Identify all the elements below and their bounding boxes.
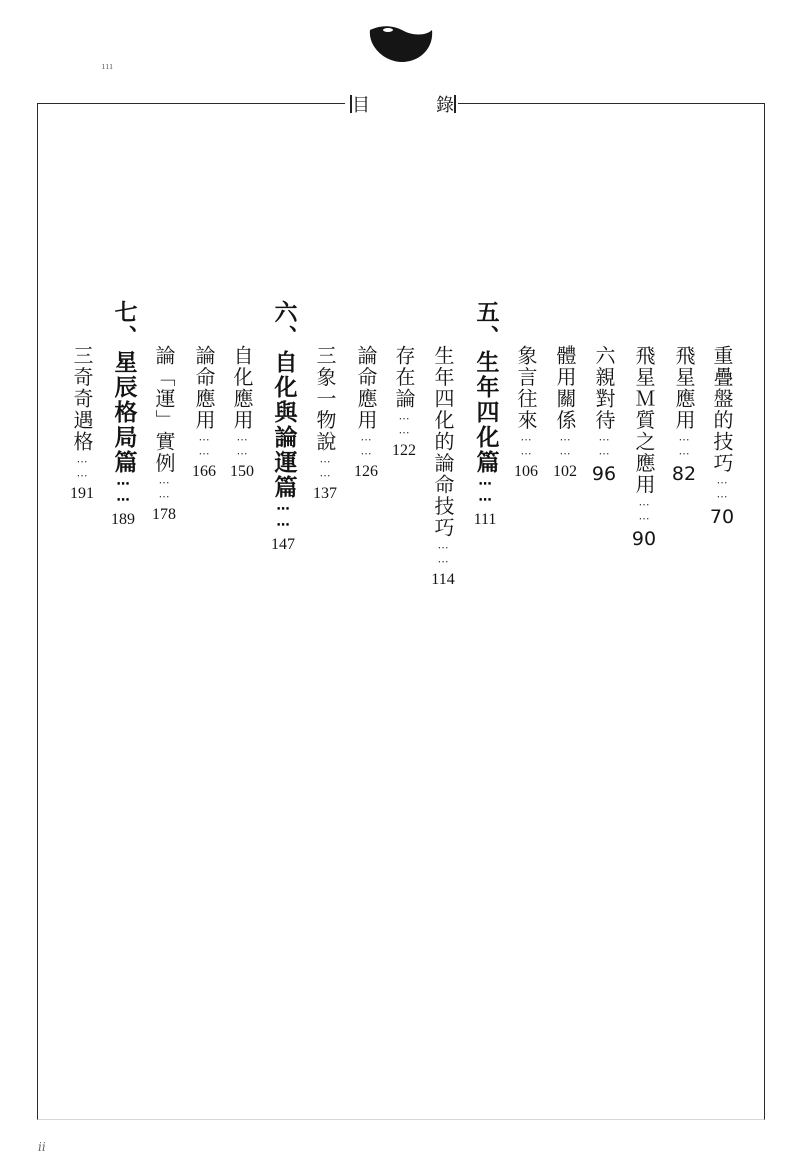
ink-blot-decoration [366, 16, 436, 66]
toc-entry[interactable] [225, 345, 259, 481]
toc-page-number: 82 [671, 463, 697, 485]
toc-section-title: 七、星辰格局篇 [110, 300, 137, 475]
toc-leader-dots: ⋯⋯ [558, 433, 572, 461]
scan-mark-bottom: ii [38, 1140, 46, 1154]
toc-entry[interactable] [509, 345, 543, 481]
toc-leader-dots: ⋯⋯ [477, 477, 493, 509]
toc-entry[interactable] [387, 345, 421, 460]
toc-entry[interactable] [349, 345, 383, 481]
toc-page-number: 111 [473, 511, 497, 528]
toc-entry[interactable] [627, 345, 661, 550]
toc-page-number: 126 [354, 463, 378, 480]
toc-section-heading[interactable] [266, 300, 300, 554]
toc-page-number: 189 [111, 511, 135, 528]
toc-leader-dots: ⋯⋯ [436, 540, 450, 569]
title-char-mu: 目 [352, 95, 370, 116]
toc-entry[interactable] [587, 345, 621, 485]
toc-entry-title: 象言往來 [514, 345, 538, 431]
toc-leader-dots: ⋯⋯ [235, 433, 249, 461]
title-bar-right [454, 95, 456, 113]
toc-entry-title: 生年四化的論命技巧 [431, 345, 455, 539]
toc-leader-dots: ⋯⋯ [519, 433, 533, 461]
toc-section-title: 五、生年四化篇 [472, 300, 499, 475]
toc-entry-title: 重疊盤的技巧 [710, 345, 734, 474]
toc-leader-dots: ⋯⋯ [637, 497, 651, 526]
page-title [350, 90, 456, 118]
toc-leader-dots: ⋯⋯ [318, 454, 332, 483]
toc-entry[interactable] [308, 345, 342, 503]
toc-entry[interactable] [147, 345, 181, 524]
toc-page-number: 166 [192, 463, 216, 480]
toc-entry-title: 飛星Ｍ質之應用 [632, 345, 656, 496]
frame-top-rule-right [458, 103, 765, 104]
toc-entry[interactable] [65, 345, 99, 503]
toc-entry-title: 體用關係 [553, 345, 577, 431]
toc-entry-title: 論「運」實例 [152, 345, 176, 474]
toc-page-number: 70 [709, 506, 735, 528]
toc-entry-title: 論命應用 [192, 345, 216, 431]
toc-leader-dots: ⋯⋯ [359, 433, 373, 461]
toc-leader-dots: ⋯⋯ [75, 454, 89, 483]
title-char-lu: 錄 [436, 95, 454, 116]
toc-entry[interactable] [667, 345, 701, 485]
toc-page-number: 106 [514, 463, 538, 480]
toc-entry[interactable] [426, 345, 460, 589]
toc-page-number: 122 [392, 441, 416, 459]
toc-entry-title: 三象一物說 [313, 345, 337, 453]
toc-page-number: 137 [313, 484, 337, 502]
toc-page-number: 90 [631, 527, 657, 550]
toc-entry-title: 三奇奇遇格 [70, 345, 94, 453]
toc-entry[interactable] [548, 345, 582, 481]
toc-leader-dots: ⋯⋯ [677, 433, 691, 461]
toc-entry-title: 六親對待 [592, 345, 616, 431]
toc-entry-title: 自化應用 [230, 345, 254, 431]
toc-entry-title: 飛星應用 [672, 345, 696, 431]
toc-leader-dots: ⋯⋯ [197, 433, 211, 461]
toc-page-number: 178 [152, 506, 176, 523]
toc-page-number: 150 [230, 463, 254, 480]
toc-page-number: 102 [553, 463, 577, 480]
toc-entry[interactable] [187, 345, 221, 481]
toc-section-title: 六、自化與論運篇 [270, 300, 297, 500]
toc-entry-title: 存在論 [392, 345, 416, 410]
scan-mark: ııı [102, 62, 114, 72]
page-frame [37, 104, 765, 1120]
toc-entry[interactable] [705, 345, 739, 528]
toc-entry-title: 論命應用 [354, 345, 378, 431]
toc-page-number: 191 [70, 484, 94, 502]
toc-page-number: 96 [591, 463, 617, 485]
toc-leader-dots: ⋯⋯ [275, 502, 291, 534]
toc-leader-dots: ⋯⋯ [597, 433, 611, 461]
toc-leader-dots: ⋯⋯ [157, 476, 171, 504]
toc-leader-dots: ⋯⋯ [115, 477, 131, 509]
toc-section-heading[interactable] [468, 300, 502, 529]
toc-page-number: 147 [271, 536, 295, 553]
toc-leader-dots: ⋯⋯ [397, 411, 411, 440]
toc-page-number: 114 [431, 570, 455, 588]
frame-top-rule-left [37, 103, 345, 104]
toc-section-heading[interactable] [106, 300, 140, 529]
toc-leader-dots: ⋯⋯ [715, 476, 729, 504]
